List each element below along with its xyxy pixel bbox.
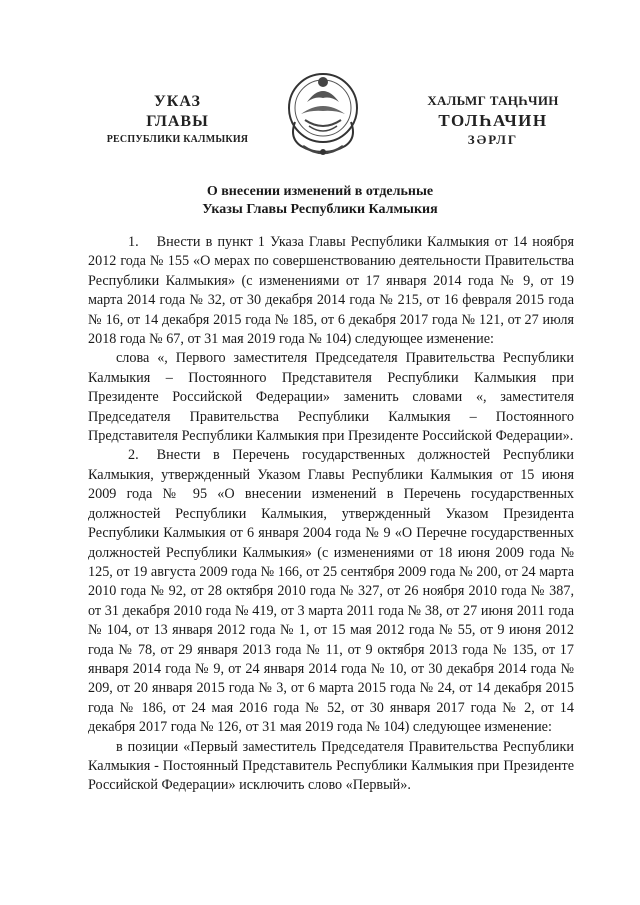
item-2-change: в позиции «Первый заместитель Председателя Правительства Республики Калмыкия - Постоянный Представитель Республики Калмыкия при Президенте Российской Федерации» исключить слово «Первый». <box>88 738 574 794</box>
item-1-text: Внести в пункт 1 Указа Главы Республики Калмыкия от 14 ноября 2012 года № 155 «О мерах по совершенствованию деятельности Правительства Республики Калмыкия» (с изменениями от 17 января 2014 года № 9, от 19 марта 2014 года № 32, от 30 декабря 2014 года № 215, от 16 февраля 2015 года № 16, от 14 декабря 2015 года № 185, от 6 декабря 2017 года № 121, от 27 июля 2018 года № 67, от 31 мая 2019 года № 104) следующее изменение: <box>88 234 574 348</box>
item-2 <box>88 446 574 737</box>
item-2-text: Внести в Перечень государственных должностей Республики Калмыкия, утвержденный Указом Главы Республики Калмыкия от 15 июня 2009 года № 95 «О внесении изменений в Перечень государственных должностей Республики Калмыкия, утвержденный Указом Президента Республики Калмыкия от 6 января 2004 года № 9 «О Перечне государственных должностей Республики Калмыкия» (с изменениями от 18 июня 2009 года № 125, от 19 августа 2009 года № 166, от 25 сентября 2009 года № 200, от 24 марта 2010 года № 92, от 28 октября 2010 года № 327, от 26 ноября 2010 года № 387, от 31 декабря 2010 года № 419, от 3 марта 2011 года № 38, от 27 июня 2011 года № 104, от 13 января 2012 года № 1, от 15 мая 2012 года № 55, от 9 июня 2012 года № 78, от 29 января 2013 года № 11, от 9 октября 2013 года № 135, от 17 января 2014 года № 9, от 24 января 2014 года № 10, от 30 декабря 2014 года № 209, от 20 января 2015 года № 3, от 6 марта 2015 года № 24, от 14 декабря 2015 года № 186, от 24 мая 2016 года № 52, от 30 января 2017 года № 2, от 14 декабря 2017 года № 126, от 31 мая 2019 года № 104) следующее изменение: <box>88 447 574 736</box>
title-line-1: О внесении изменений в отдельные <box>206 184 434 199</box>
kalmyk-decree-label: ЗӘРЛГ <box>467 132 519 147</box>
item-1-number: 1. <box>128 234 139 250</box>
document-title <box>60 183 580 219</box>
republic-label: РЕСПУБЛИКИ КАЛМЫКИЯ <box>106 134 249 145</box>
kalmykia-coat-of-arms-icon <box>283 62 363 162</box>
item-1-change: слова «, Первого заместителя Председателя Правительства Республики Калмыкия – Постоянного Представителя Республики Калмыкия при Президенте Российской Федерации» заменить словами «, заместителя Председателя Правительства Республики Калмыкия – Постоянного Представителя Республики Калмыкия при Президенте Российской Федерации». <box>88 350 574 445</box>
kalmyk-republic-label: ХАЛЬМГ ТАҢҺЧИН <box>427 93 559 108</box>
kalmyk-head-label: ТОЛҺАЧИН <box>438 111 548 130</box>
document-body <box>88 233 574 796</box>
item-1 <box>88 233 574 349</box>
header-right <box>408 92 578 149</box>
item-2-number: 2. <box>128 447 139 464</box>
title-line-2: Указы Главы Республики Калмыкия <box>202 202 438 217</box>
decree-label: УКАЗ <box>154 93 201 110</box>
head-label: ГЛАВЫ <box>146 113 209 130</box>
header-left <box>95 92 260 148</box>
